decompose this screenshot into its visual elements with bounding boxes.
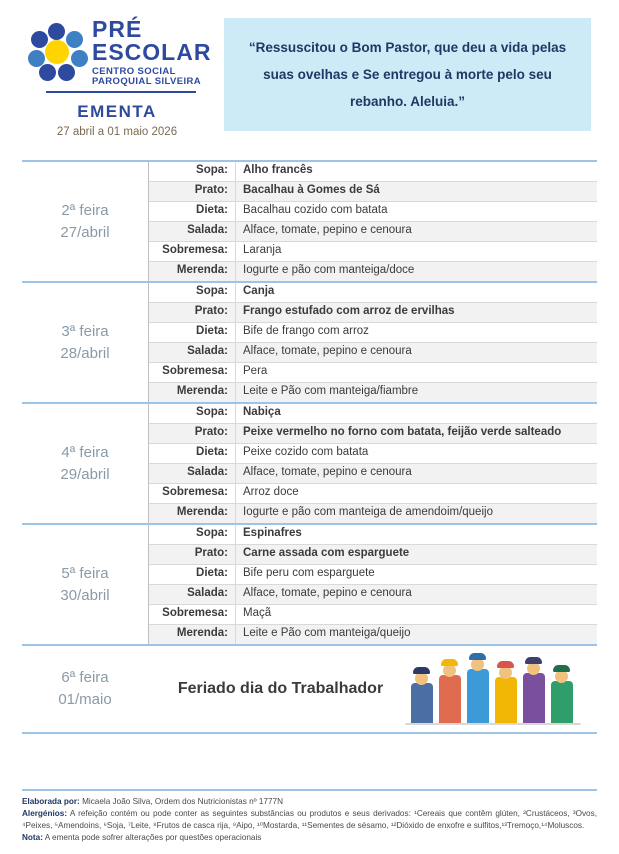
day-rows xyxy=(148,404,597,523)
table-row xyxy=(149,585,597,605)
table-row xyxy=(149,323,597,343)
day-name: 2ª feira xyxy=(61,201,109,219)
footer-allergens-value: A refeição contém ou pode conter as seguintes substâncias ou produtos e seus derivados: ¹Cereais que contêm glúten, ²Crustáceos, ³Ovos, ⁴Peixes, ⁵Amendoins, ⁶Soja, ⁷Leite, ⁸Frutos de casca rija, ⁹Aipo, ¹⁰Mostarda, ¹¹Sementes de sésamo, ¹²Dióxido de enxofre e sulfitos,¹³Tremoço,¹⁴Moluscos. xyxy=(22,809,597,831)
holiday-text: Feriado dia do Trabalhador xyxy=(177,680,384,697)
footer-allergens-label: Alergénios: xyxy=(22,809,68,819)
date-range: 27 abril a 01 maio 2026 xyxy=(56,126,178,138)
table-row xyxy=(149,182,597,202)
row-label: Dieta: xyxy=(196,325,228,337)
row-value: Alface, tomate, pepino e cenoura xyxy=(235,222,597,241)
flower-logo-icon xyxy=(28,23,86,81)
row-value: Nabiça xyxy=(235,404,597,423)
row-value: Pera xyxy=(235,363,597,382)
row-value: Laranja xyxy=(235,242,597,261)
day-block xyxy=(22,525,597,646)
row-value: Canja xyxy=(235,283,597,302)
row-label: Merenda: xyxy=(176,627,228,639)
day-name: 6ª feira xyxy=(61,669,109,687)
day-label xyxy=(22,283,148,402)
row-label: Sobremesa: xyxy=(162,244,228,256)
row-label: Salada: xyxy=(187,587,228,599)
brand-block xyxy=(28,16,212,138)
table-row xyxy=(149,222,597,242)
brand-subtitle-line2: PAROQUIAL SILVEIRA xyxy=(92,75,202,87)
brand-subtitle-line1: CENTRO SOCIAL xyxy=(92,66,176,77)
row-label: Merenda: xyxy=(176,264,228,276)
table-row xyxy=(149,545,597,565)
row-label: Dieta: xyxy=(196,567,228,579)
row-label: Dieta: xyxy=(196,204,228,216)
table-row xyxy=(149,504,597,523)
holiday-main xyxy=(148,651,597,727)
menu-table xyxy=(22,160,597,734)
day-name: 4ª feira xyxy=(61,443,109,461)
table-row xyxy=(149,424,597,444)
brand-text xyxy=(92,18,211,86)
row-label: Salada: xyxy=(187,345,228,357)
footer-note-line xyxy=(22,832,597,844)
day-label xyxy=(22,665,148,713)
row-value: Arroz doce xyxy=(235,484,597,503)
day-date: 29/abril xyxy=(60,465,110,483)
table-row xyxy=(149,605,597,625)
row-value: Iogurte e pão com manteiga/doce xyxy=(235,262,597,281)
footer-allergens-line xyxy=(22,808,597,832)
day-label xyxy=(22,162,148,281)
row-value: Bacalhau à Gomes de Sá xyxy=(235,182,597,201)
table-row xyxy=(149,484,597,504)
table-row xyxy=(149,625,597,644)
row-label: Prato: xyxy=(194,547,228,559)
row-value: Peixe vermelho no forno com batata, feijão verde salteado xyxy=(235,424,597,443)
row-label: Sobremesa: xyxy=(162,365,228,377)
day-label xyxy=(22,525,148,644)
footer-author-label: Elaborada por: xyxy=(22,797,80,807)
table-row xyxy=(149,565,597,585)
row-value: Alface, tomate, pepino e cenoura xyxy=(235,343,597,362)
brand-divider xyxy=(46,91,196,93)
footer-note-label: Nota: xyxy=(22,833,43,843)
workers-illustration-icon xyxy=(397,651,587,727)
table-row xyxy=(149,242,597,262)
table-row xyxy=(149,343,597,363)
footer xyxy=(22,789,597,844)
row-label: Prato: xyxy=(194,426,228,438)
day-date: 30/abril xyxy=(60,586,110,604)
row-value: Frango estufado com arroz de ervilhas xyxy=(235,303,597,322)
day-rows xyxy=(148,283,597,402)
quote-text: “Ressuscitou o Bom Pastor, que deu a vida pelas suas ovelhas e Se entregou à morte pelo seu rebanho. Aleluia.” xyxy=(248,40,567,109)
row-label: Sopa: xyxy=(196,406,228,418)
table-row xyxy=(149,464,597,484)
table-row xyxy=(149,444,597,464)
quote-box xyxy=(224,18,591,131)
row-value: Alho francês xyxy=(235,162,597,181)
day-block xyxy=(22,404,597,525)
brand-top xyxy=(28,16,212,87)
row-value: Bife peru com esparguete xyxy=(235,565,597,584)
day-name: 5ª feira xyxy=(61,564,109,582)
brand-title-escolar: ESCOLAR xyxy=(92,39,212,65)
table-row xyxy=(149,262,597,281)
holiday-block xyxy=(22,646,597,734)
day-rows xyxy=(148,162,597,281)
table-row xyxy=(149,162,597,182)
footer-author-value: Micaela João Silva, Ordem dos Nutricionistas nº 1777N xyxy=(82,797,284,807)
day-date: 27/abril xyxy=(60,223,110,241)
row-value: Leite e Pão com manteiga/fiambre xyxy=(235,383,597,402)
day-name: 3ª feira xyxy=(61,322,109,340)
row-value: Espinafres xyxy=(235,525,597,544)
day-rows xyxy=(148,525,597,644)
row-value: Carne assada com esparguete xyxy=(235,545,597,564)
table-row xyxy=(149,303,597,323)
row-label: Salada: xyxy=(187,224,228,236)
table-row xyxy=(149,283,597,303)
day-label xyxy=(22,404,148,523)
table-row xyxy=(149,404,597,424)
row-value: Iogurte e pão com manteiga de amendoim/queijo xyxy=(235,504,597,523)
row-label: Prato: xyxy=(194,184,228,196)
row-label: Sobremesa: xyxy=(162,486,228,498)
page-header xyxy=(0,0,619,138)
footer-note-value: A ementa pode sofrer alterações por questões operacionais xyxy=(44,833,262,843)
row-label: Sobremesa: xyxy=(162,607,228,619)
row-label: Salada: xyxy=(187,466,228,478)
row-label: Merenda: xyxy=(176,385,228,397)
table-row xyxy=(149,363,597,383)
brand-title-pre: PRÉ xyxy=(92,16,143,42)
row-value: Alface, tomate, pepino e cenoura xyxy=(235,585,597,604)
row-value: Bacalhau cozido com batata xyxy=(235,202,597,221)
day-block xyxy=(22,283,597,404)
row-label: Prato: xyxy=(194,305,228,317)
footer-author-line xyxy=(22,796,597,808)
page-title: EMENTA xyxy=(77,102,157,121)
row-label: Dieta: xyxy=(196,446,228,458)
row-label: Sopa: xyxy=(196,164,228,176)
row-label: Merenda: xyxy=(176,506,228,518)
day-block xyxy=(22,162,597,283)
row-label: Sopa: xyxy=(196,527,228,539)
table-row xyxy=(149,202,597,222)
row-value: Maçã xyxy=(235,605,597,624)
row-label: Sopa: xyxy=(196,285,228,297)
row-value: Bife de frango com arroz xyxy=(235,323,597,342)
day-date: 01/maio xyxy=(58,691,112,708)
table-row xyxy=(149,383,597,402)
row-value: Peixe cozido com batata xyxy=(235,444,597,463)
day-date: 28/abril xyxy=(60,344,110,362)
row-value: Alface, tomate, pepino e cenoura xyxy=(235,464,597,483)
row-value: Leite e Pão com manteiga/queijo xyxy=(235,625,597,644)
table-row xyxy=(149,525,597,545)
